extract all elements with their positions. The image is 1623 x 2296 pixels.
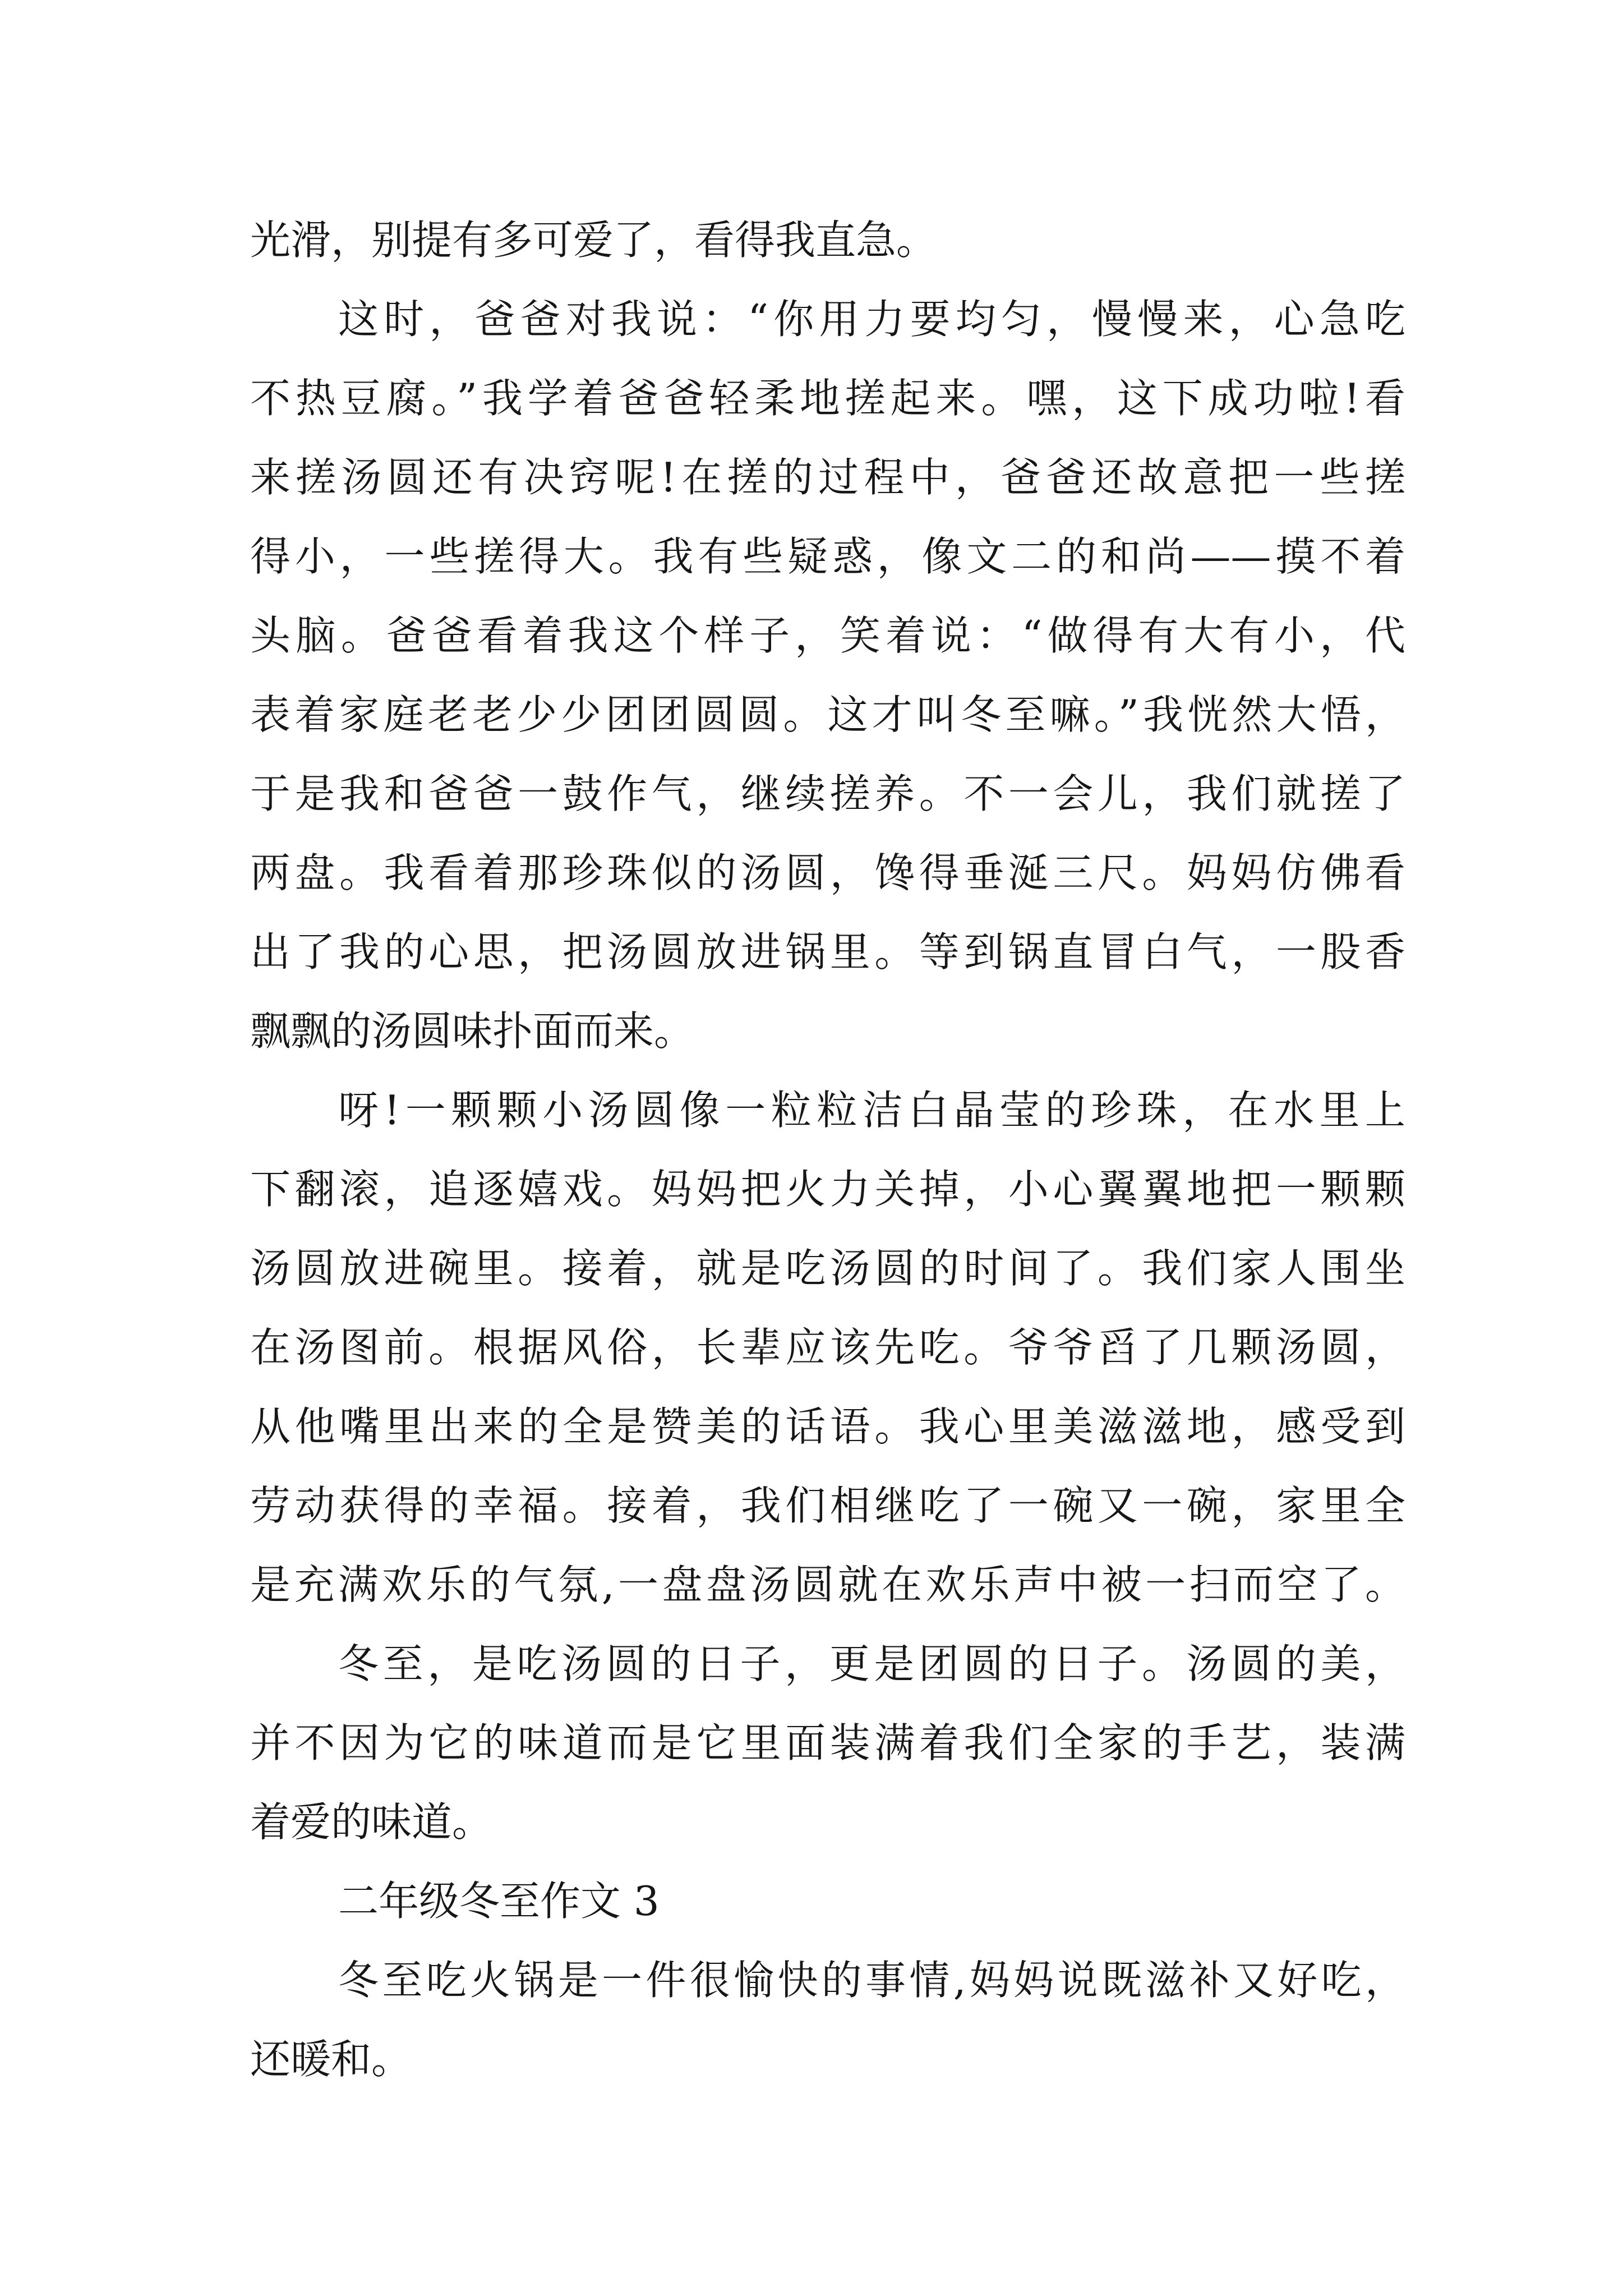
paragraph [250, 1071, 1405, 1625]
text-line: 汤圆放进碗里。接着，就是吃汤圆的时间了。我们家人围坐 [250, 1245, 1405, 1292]
paragraph [250, 201, 1405, 280]
text-line: 于是我和爸爸一鼓作气，继续搓养。不一会儿，我们就搓了 [250, 770, 1405, 817]
text-line: 来搓汤圆还有决窍呢!在搓的过程中，爸爸还故意把一些搓 [250, 454, 1405, 501]
text-line: 冬至，是吃汤圆的日子，更是团圆的日子。汤圆的美， [338, 1640, 1405, 1687]
text-line: 呀!一颗颗小汤圆像一粒粒洁白晶莹的珍珠，在水里上 [338, 1087, 1405, 1134]
text-line: 飘飘的汤圆味扑面而来。 [250, 1007, 695, 1055]
text-line: 冬至吃火锅是一件很愉快的事情,妈妈说既滋补又好吃， [338, 1957, 1405, 2004]
paragraph [250, 280, 1405, 1071]
text-line: 是充满欢乐的气氛,一盘盘汤圆就在欢乐声中被一扫而空了。 [250, 1561, 1405, 1608]
text-line: 光滑，别提有多可爱了，看得我直急。 [250, 217, 937, 264]
section [250, 1862, 1405, 2099]
text-line: 下翻滚，追逐嬉戏。妈妈把火力关掉，小心翼翼地把一颗颗 [250, 1166, 1405, 1213]
text-line: 表着家庭老老少少团团圆圆。这才叫冬至嘛。”我恍然大悟， [250, 691, 1405, 738]
paragraph [250, 1941, 1405, 2099]
text-line: 并不因为它的味道而是它里面装满着我们全家的手艺，装满 [250, 1719, 1405, 1766]
section-heading: 二年级冬至作文 3 [338, 1878, 660, 1925]
text-line: 还暖和。 [250, 2036, 412, 2083]
text-line: 劳动获得的幸福。接着，我们相继吃了一碗又一碗，家里全 [250, 1482, 1405, 1529]
text-line: 头脑。爸爸看着我这个样子，笑着说：“做得有大有小，代 [250, 612, 1405, 659]
text-line: 这时，爸爸对我说：“你用力要均匀，慢慢来，心急吃 [338, 296, 1405, 343]
text-line: 着爱的味道。 [250, 1798, 493, 1846]
paragraph [250, 1625, 1405, 1862]
text-line: 出了我的心思，把汤圆放进锅里。等到锅直冒白气，一股香 [250, 928, 1405, 976]
text-line: 从他嘴里出来的全是赞美的话语。我心里美滋滋地，感受到 [250, 1403, 1405, 1450]
text-line: 不热豆腐。”我学着爸爸轻柔地搓起来。嘿，这下成功啦!看 [250, 375, 1405, 422]
text-line: 得小，一些搓得大。我有些疑惑，像文二的和尚——摸不着 [250, 533, 1405, 580]
text-line: 在汤图前。根据风俗，长辈应该先吃。爷爷舀了几颗汤圆， [250, 1324, 1405, 1371]
text-line: 两盘。我看着那珍珠似的汤圆，馋得垂涎三尺。妈妈仿佛看 [250, 849, 1405, 896]
